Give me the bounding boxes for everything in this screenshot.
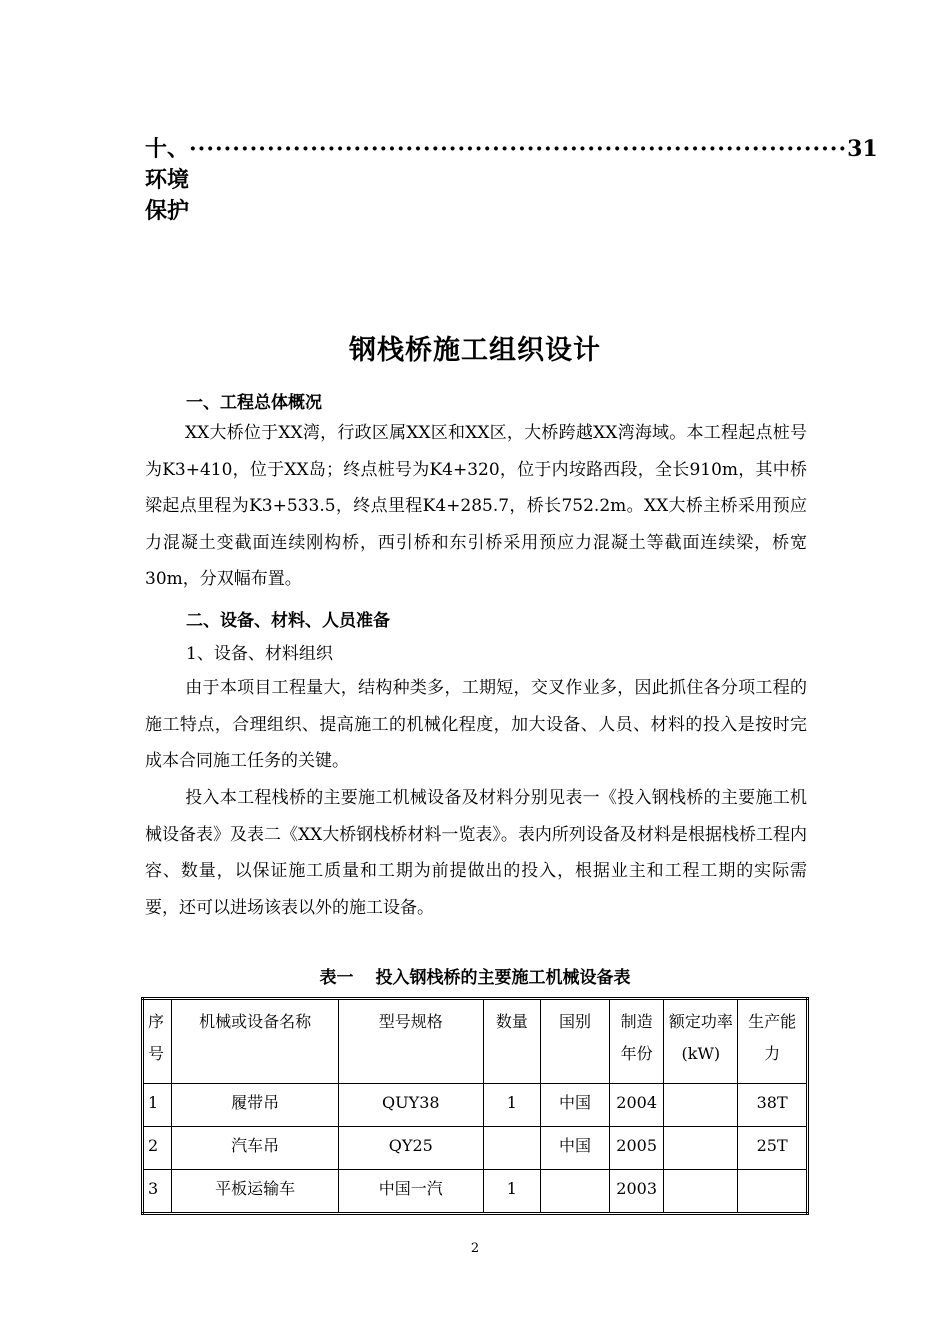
section1-paragraph-text: XX大桥位于XX湾，行政区属XX区和XX区，大桥跨越XX湾海域。本工程起点桩号为K3+410，位于XX岛；终点桩号为K4+320，位于内垵路西段，全长910m，其中桥梁起点里程为K3+533.5，终点里程K4+285.7，桥长752.2m。XX大桥主桥采用预应力混凝土变截面连续刚构桥，西引桥和东引桥采用预应力混凝土等截面连续梁，桥宽30m，分双幅布置。 bbox=[145, 423, 807, 589]
table-row bbox=[143, 1084, 808, 1127]
cell-quantity: 1 bbox=[483, 1170, 541, 1214]
table-header-row bbox=[143, 999, 808, 1084]
toc-entry[interactable] bbox=[145, 132, 878, 224]
section2-paragraph2-text: 投入本工程栈桥的主要施工机械设备及材料分别见表一《投入钢栈桥的主要施工机械设备表》及表二《XX大桥钢栈桥材料一览表》。表内所列设备及材料是根据栈桥工程内容、数量，以保证施工质量和工期为前提做出的投入，根据业主和工程工期的实际需要，还可以进场该表以外的施工设备。 bbox=[145, 788, 807, 918]
header-power: 额定功率(kW) bbox=[664, 999, 738, 1084]
header-country: 国别 bbox=[541, 999, 610, 1084]
table-row bbox=[143, 1170, 808, 1214]
section2-subheading: 1、设备、材料组织 bbox=[186, 644, 333, 664]
table-row bbox=[143, 1127, 808, 1170]
table-caption-title: 投入钢栈桥的主要施工机械设备表 bbox=[375, 968, 631, 988]
header-name: 机械或设备名称 bbox=[172, 999, 339, 1084]
page-number: 2 bbox=[470, 1241, 480, 1256]
cell-name: 履带吊 bbox=[172, 1084, 339, 1127]
toc-entry-label: 十、环境保护 bbox=[145, 136, 190, 224]
cell-year: 2005 bbox=[609, 1127, 664, 1170]
cell-year: 2004 bbox=[609, 1084, 664, 1127]
section2-paragraph1 bbox=[145, 670, 807, 780]
header-seq: 序号 bbox=[143, 999, 172, 1084]
cell-name: 平板运输车 bbox=[172, 1170, 339, 1214]
cell-power bbox=[664, 1084, 738, 1127]
cell-seq: 2 bbox=[143, 1127, 172, 1170]
header-capacity: 生产能力 bbox=[738, 999, 808, 1084]
cell-country bbox=[541, 1170, 610, 1214]
section1-paragraph bbox=[145, 415, 807, 598]
cell-power bbox=[664, 1170, 738, 1214]
cell-seq: 3 bbox=[143, 1170, 172, 1214]
toc-leader-dots: ············································································ bbox=[189, 136, 848, 162]
document-title: 钢栈桥施工组织设计 bbox=[349, 335, 601, 366]
cell-country: 中国 bbox=[541, 1084, 610, 1127]
cell-seq: 1 bbox=[143, 1084, 172, 1127]
cell-model: QY25 bbox=[339, 1127, 484, 1170]
cell-model: 中国一汽 bbox=[339, 1170, 484, 1214]
section1-heading: 一、工程总体概况 bbox=[186, 393, 322, 413]
section2-heading: 二、设备、材料、人员准备 bbox=[186, 611, 390, 631]
cell-country: 中国 bbox=[541, 1127, 610, 1170]
header-year: 制造年份 bbox=[609, 999, 664, 1084]
cell-capacity bbox=[738, 1170, 808, 1214]
cell-power bbox=[664, 1127, 738, 1170]
cell-model: QUY38 bbox=[339, 1084, 484, 1127]
section2-paragraph2 bbox=[145, 780, 807, 926]
header-quantity: 数量 bbox=[483, 999, 541, 1084]
equipment-table bbox=[141, 997, 809, 1215]
cell-quantity bbox=[483, 1127, 541, 1170]
cell-capacity: 38T bbox=[738, 1084, 808, 1127]
cell-capacity: 25T bbox=[738, 1127, 808, 1170]
cell-quantity: 1 bbox=[483, 1084, 541, 1127]
table-caption bbox=[0, 963, 950, 988]
toc-entry-page: 31 bbox=[847, 136, 878, 162]
header-model: 型号规格 bbox=[339, 999, 484, 1084]
cell-year: 2003 bbox=[609, 1170, 664, 1214]
section2-paragraph1-text: 由于本项目工程量大，结构种类多，工期短，交叉作业多，因此抓住各分项工程的施工特点，合理组织、提高施工的机械化程度，加大设备、人员、材料的投入是按时完成本合同施工任务的关键。 bbox=[145, 678, 807, 771]
cell-name: 汽车吊 bbox=[172, 1127, 339, 1170]
table-caption-number: 表一 bbox=[319, 968, 354, 988]
